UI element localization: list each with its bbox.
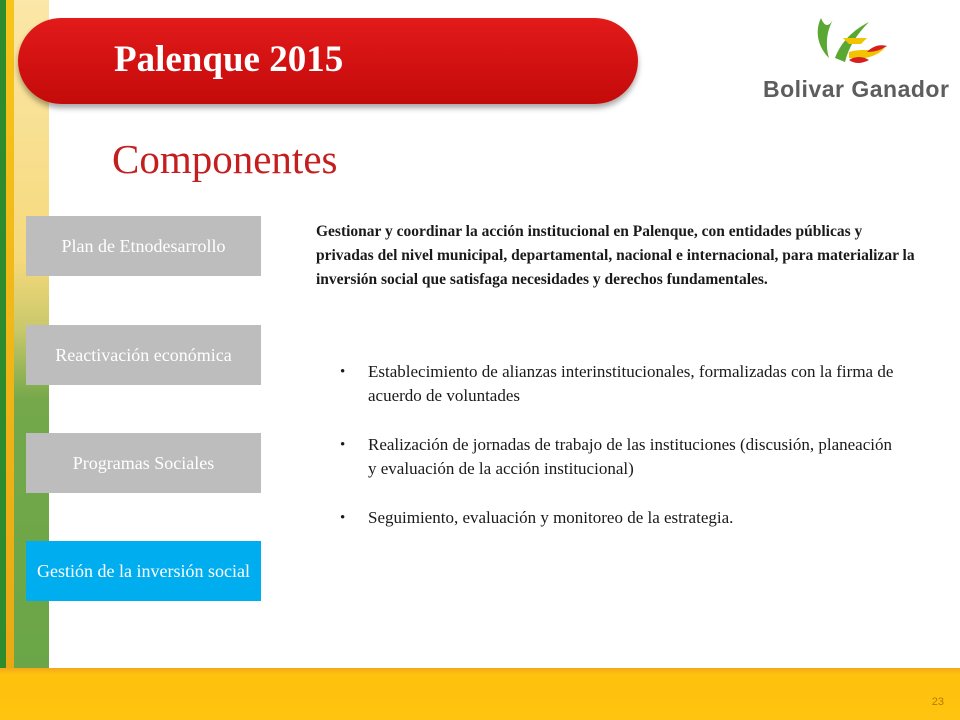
bullet-list — [338, 360, 898, 530]
logo-text: Bolivar Ganador — [763, 76, 950, 102]
nav-label: Gestión de la inversión social — [37, 560, 250, 581]
nav-plan-etnodesarrollo[interactable] — [26, 216, 261, 276]
bolivar-ganador-logo — [745, 8, 950, 116]
nav-label: Plan de Etnodesarrollo — [61, 235, 226, 256]
bullet-item: • Seguimiento, evaluación y monitoreo de la estrategia. — [338, 506, 898, 530]
nav-gestion-inversion-social[interactable] — [26, 541, 261, 601]
slide-title: Palenque 2015 — [114, 39, 344, 80]
nav-label: Reactivación económica — [55, 344, 232, 365]
component-description: Gestionar y coordinar la acción institucional en Palenque, con entidades públicas y privadas del nivel municipal, departamental, nacional e internacional, para materializar la inversión social que satisfaga necesidades y derechos fundamentales. — [316, 223, 915, 288]
bullet-item: • Realización de jornadas de trabajo de las instituciones (discusión, planeación y evaluación de la acción institucional) — [338, 433, 898, 481]
nav-reactivacion-economica[interactable] — [26, 325, 261, 385]
nav-label: Programas Sociales — [72, 452, 215, 473]
title-banner — [18, 18, 638, 104]
nav-programas-sociales[interactable] — [26, 433, 261, 493]
logo-emblem-icon — [745, 8, 945, 78]
section-heading: Componentes — [112, 136, 338, 182]
bullet-item: • Establecimiento de alianzas interinstitucionales, formalizadas con la firma de acuerdo de voluntades — [338, 360, 898, 408]
left-yellow-stripe — [6, 0, 14, 672]
footer-bar — [0, 668, 960, 720]
page-number: 23 — [931, 696, 944, 708]
